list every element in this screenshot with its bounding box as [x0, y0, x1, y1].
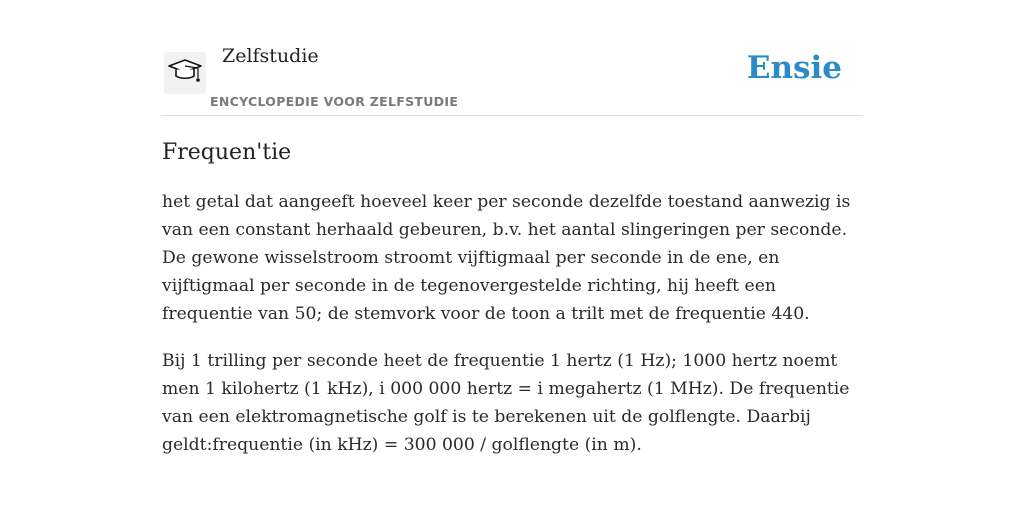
site-name-link[interactable]: Zelfstudie: [222, 45, 319, 67]
article-paragraph-2: Bij 1 trilling per seconde heet de frequentie 1 hertz (1 Hz); 1000 hertz noemt men 1 kilohertz (1 kHz), i 000 000 hertz = i megahertz (1 MHz). De frequentie van een elektromagnetische golf is te berekenen uit de golflengte. Daarbij geldt:frequentie (in kHz) = 300 000 / golflengte (in m).: [162, 351, 850, 455]
article-title: Frequen'tie: [162, 140, 292, 165]
ensie-logo-link[interactable]: Ensie: [746, 50, 842, 86]
article-paragraph-1: het getal dat aangeeft hoeveel keer per seconde dezelfde toestand aanwezig is van een constant herhaald gebeuren, b.v. het aantal slingeringen per seconde. De gewone wisselstroom stroomt vijftigmaal per seconde in de ene, en vijftigmaal per seconde in de tegenovergestelde richting, hij heeft een frequentie van 50; de stemvork voor de toon a trilt met de frequentie 440.: [162, 192, 851, 324]
site-header: [162, 0, 862, 116]
graduation-cap-icon[interactable]: [164, 52, 206, 94]
page-container: [162, 0, 862, 459]
site-tagline: ENCYCLOPEDIE VOOR ZELFSTUDIE: [210, 94, 459, 109]
